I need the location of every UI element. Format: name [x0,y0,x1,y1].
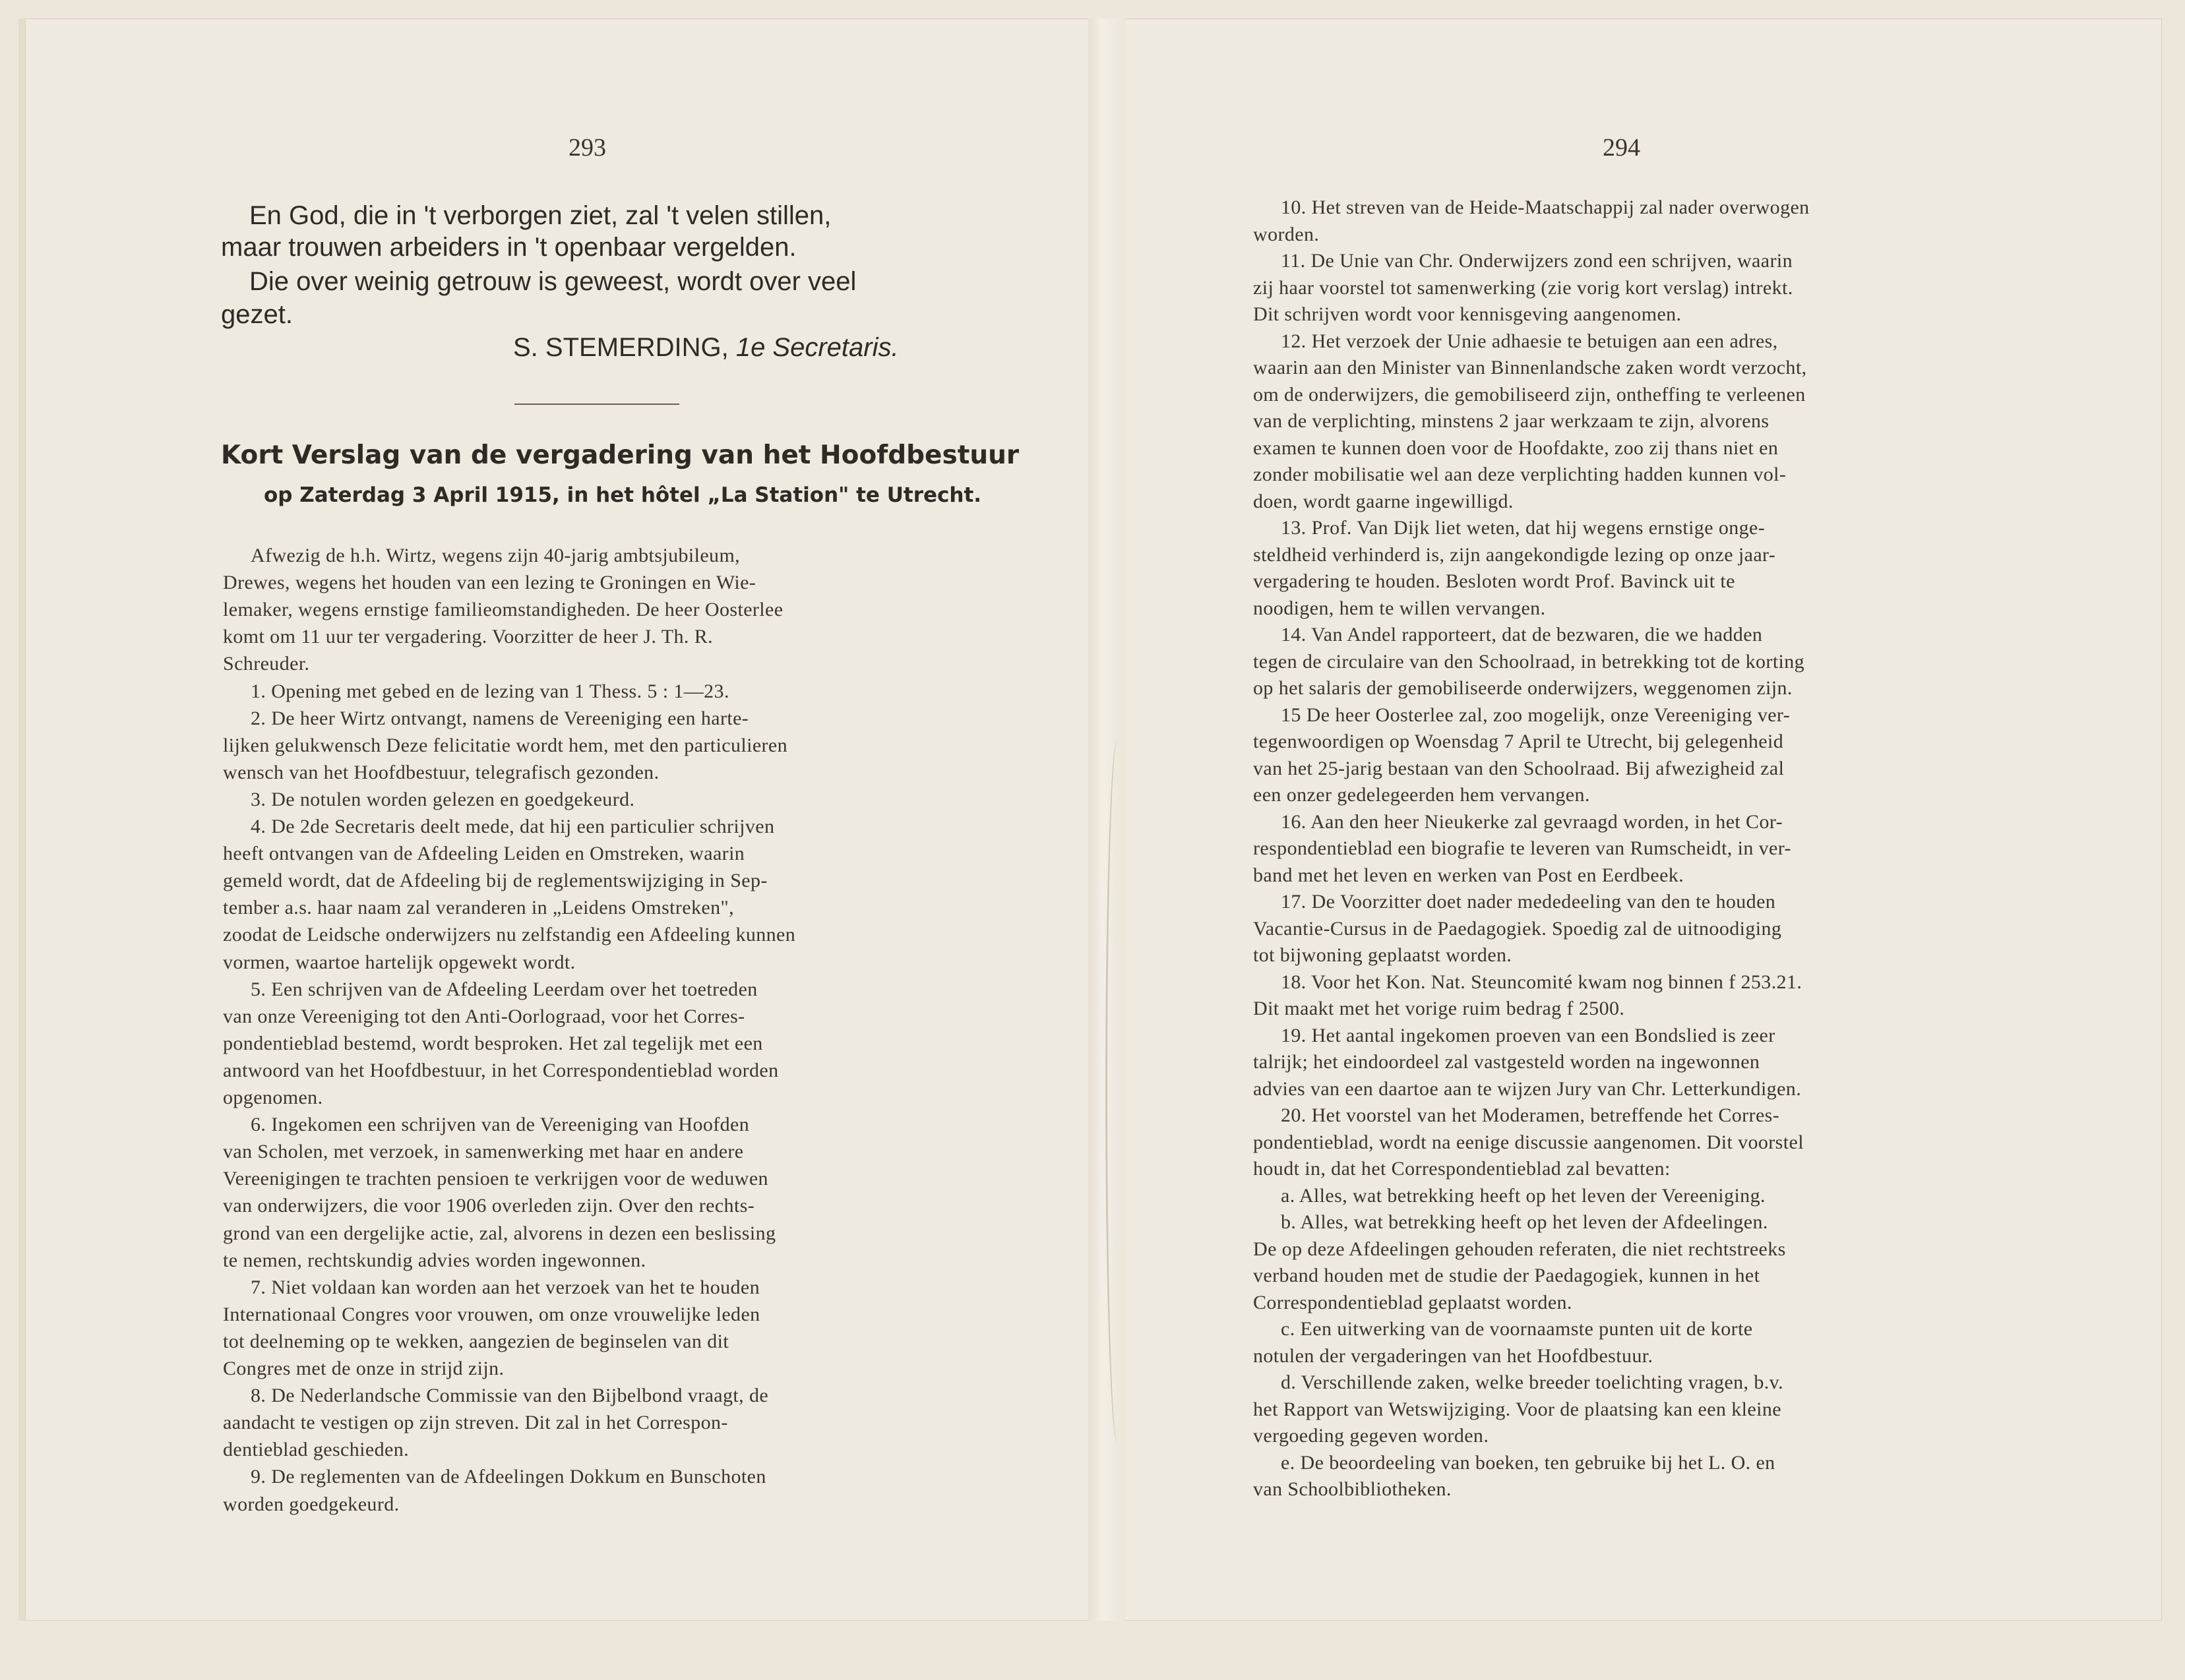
text-line: op het salaris der gemobiliseerde onderwijzers, weggenomen zijn. [1253,677,1793,699]
text-line: band met het leven en werken van Post en Eerdbeek. [1253,864,1684,886]
text-line: 13. Prof. Van Dijk liet weten, dat hij wegens ernstige onge- [1281,517,1766,539]
text-line: pondentieblad bestemd, wordt besproken. Het zal tegelijk met een [223,1032,763,1054]
text-line: steldheid verhinderd is, zijn aangekondigde lezing op onze jaar- [1253,543,1776,566]
text-line: zoodat de Leidsche onderwijzers nu zelfstandig een Afdeeling kunnen [223,924,796,946]
page-number-right: 294 [1603,134,1640,162]
text-line: examen te kunnen doen voor de Hoofdakte, zoo zij thans niet en [1253,436,1779,459]
text-line: zij haar voorstel tot samenwerking (zie vorig kort verslag) intrekt. [1253,276,1793,299]
text-line: 15 De heer Oosterlee zal, zoo mogelijk, onze Vereeniging ver- [1281,704,1791,726]
signature-name: S. STEMERDING, [513,333,729,362]
section-divider [514,404,679,405]
text-line: worden. [1253,223,1320,245]
text-line: heeft ontvangen van de Afdeeling Leiden en Omstreken, waarin [223,843,745,865]
text-line: lemaker, wegens ernstige familieomstandigheden. De heer Oosterlee [223,599,784,621]
text-line: talrijk; het eindoordeel zal vastgesteld worden na ingewonnen [1253,1051,1760,1073]
text-line: a. Alles, wat betrekking heeft op het leven der Vereeniging. [1281,1184,1766,1207]
text-line: 10. Het streven van de Heide-Maatschappij zal nader overwogen [1281,196,1810,218]
text-line: opgenomen. [223,1087,323,1108]
text-line: vergoeding gegeven worden. [1253,1425,1489,1447]
text-line: 14. Van Andel rapporteert, dat de bezwaren, die we hadden [1281,624,1763,645]
report-subtitle: op Zaterdag 3 April 1915, in het hôtel „La Station" te Utrecht. [264,483,982,507]
poem-line: maar trouwen arbeiders in 't openbaar vergelden. [221,233,797,262]
text-line: noodigen, hem te willen vervangen. [1253,597,1546,619]
text-line: e. De beoordeeling van boeken, ten gebruike bij het L. O. en [1281,1451,1775,1474]
text-line: komt om 11 uur ter vergadering. Voorzitter de heer J. Th. R. [223,626,714,648]
text-line: waarin aan den Minister van Binnenlandsche zaken wordt verzocht, [1253,357,1807,378]
signature-role: 1e Secretaris. [735,333,899,362]
text-line: vergadering te houden. Besloten wordt Prof. Bavinck uit te [1253,570,1735,592]
text-line: Dit schrijven wordt voor kennisgeving aangenomen. [1253,303,1682,325]
text-line: van onderwijzers, die voor 1906 overleden zijn. Over den rechts- [223,1195,755,1217]
text-line: 2. De heer Wirtz ontvangt, namens de Vereeniging een harte- [251,707,749,729]
text-line: tot deelneming op te wekken, aangezien de beginselen van dit [223,1330,729,1352]
text-line: te nemen, rechtskundig advies worden ingewonnen. [223,1249,646,1271]
text-line: 18. Voor het Kon. Nat. Steuncomité kwam nog binnen f 253.21. [1281,971,1802,993]
text-line: 12. Het verzoek der Unie adhaesie te betuigen aan een adres, [1281,330,1778,352]
text-line: Congres met de onze in strijd zijn. [223,1358,505,1379]
page-number-left: 293 [569,134,606,162]
text-line: 1. Opening met gebed en de lezing van 1 Thess. 5 : 1—23. [251,680,729,702]
text-line: vormen, waartoe hartelijk opgewekt wordt. [223,951,576,973]
text-line: antwoord van het Hoofdbestuur, in het Correspondentieblad worden [223,1059,779,1081]
text-line: 4. De 2de Secretaris deelt mede, dat hij een particulier schrijven [251,816,775,837]
text-line: 5. Een schrijven van de Afdeeling Leerdam over het toetreden [251,978,758,1000]
text-line: grond van een dergelijke actie, zal, alvorens in dezen een beslissing [223,1222,776,1244]
text-line: notulen der vergaderingen van het Hoofdbestuur. [1253,1344,1653,1367]
text-line: wensch van het Hoofdbestuur, telegrafisch gezonden. [223,761,660,783]
text-line: lijken gelukwensch Deze felicitatie wordt hem, met den particulieren [223,734,788,756]
text-line: Vacantie-Cursus in de Paedagogiek. Spoedig zal de uitnoodiging [1253,917,1782,940]
text-line: respondentieblad een biografie te leveren van Rumscheidt, in ver- [1253,837,1791,859]
text-line: 20. Het voorstel van het Moderamen, betreffende het Corres- [1281,1104,1780,1126]
text-line: tegen de circulaire van den Schoolraad, in betrekking tot de korting [1253,650,1805,673]
text-line: houdt in, dat het Correspondentieblad zal bevatten: [1253,1158,1671,1180]
text-line: 19. Het aantal ingekomen proeven van een Bondslied is zeer [1281,1024,1775,1046]
poem-line: Die over weinig getrouw is geweest, wordt over veel [249,267,857,296]
text-line: advies van een daartoe aan te wijzen Jury van Chr. Letterkundigen. [1253,1077,1802,1100]
text-line: 9. De reglementen van de Afdeelingen Dokkum en Bunschoten [251,1466,766,1488]
text-line: het Rapport van Wetswijziging. Voor de plaatsing kan een kleine [1253,1398,1781,1420]
text-line: van het 25-jarig bestaan van den Schoolraad. Bij afwezigheid zal [1253,757,1785,779]
text-line: Schreuder. [223,653,310,675]
text-line: van Scholen, met verzoek, in samenwerking met haar en andere [223,1141,744,1163]
text-line: Internationaal Congres voor vrouwen, om onze vrouwelijke leden [223,1303,760,1325]
text-line: een onzer gedelegeerden hem vervangen. [1253,784,1590,806]
text-line: zonder mobilisatie wel aan deze verplichting hadden kunnen vol- [1253,464,1787,485]
signature [513,333,899,363]
text-line: tegenwoordigen op Woensdag 7 April te Utrecht, bij gelegenheid [1253,731,1784,752]
text-line: om de onderwijzers, die gemobiliseerd zijn, ontheffing te verleenen [1253,383,1806,405]
text-line: Drewes, wegens het houden van een lezing te Groningen en Wie- [223,572,756,594]
text-line: doen, wordt gaarne ingewilligd. [1253,490,1514,512]
poem-line: En God, die in 't verborgen ziet, zal 't velen stillen, [249,201,832,230]
text-line: 16. Aan den heer Nieukerke zal gevraagd worden, in het Cor- [1281,810,1783,833]
text-line: d. Verschillende zaken, welke breeder toelichting vragen, b.v. [1281,1371,1784,1393]
text-line: Vereenigingen te trachten pensioen te verkrijgen voor de weduwen [223,1168,768,1190]
poem-line: gezet. [221,300,293,329]
text-line: verband houden met de studie der Paedagogiek, kunnen in het [1253,1265,1760,1286]
text-line: 8. De Nederlandsche Commissie van den Bijbelbond vraagt, de [251,1385,769,1407]
text-line: pondentieblad, wordt na eenige discussie aangenomen. Dit voorstel [1253,1131,1804,1153]
text-line: De op deze Afdeelingen gehouden referaten, die niet rechtstreeks [1253,1238,1786,1260]
text-line: b. Alles, wat betrekking heeft op het leven der Afdeelingen. [1281,1211,1768,1233]
text-line: dentieblad geschieden. [223,1439,410,1461]
text-line: Correspondentieblad geplaatst worden. [1253,1291,1572,1313]
text-line: c. Een uitwerking van de voornaamste punten uit de korte [1281,1318,1753,1340]
text-line: 3. De notulen worden gelezen en goedgekeurd. [251,788,635,810]
text-line: tember a.s. haar naam zal veranderen in „Leidens Omstreken", [223,897,735,919]
text-line: worden goedgekeurd. [223,1493,400,1515]
text-line: 17. De Voorzitter doet nader mededeeling van den te houden [1281,891,1776,913]
text-line: 11. De Unie van Chr. Onderwijzers zond een schrijven, waarin [1281,250,1793,272]
text-line: van de verplichting, minstens 2 jaar werkzaam te zijn, alvorens [1253,410,1770,432]
text-line: van Schoolbibliotheken. [1253,1478,1452,1500]
ribbon-marker [1105,738,1130,1444]
text-line: Dit maakt met het vorige ruim bedrag f 2500. [1253,998,1625,1019]
text-line: gemeld wordt, dat de Afdeeling bij de reglementswijziging in Sep- [223,870,768,892]
text-line: 7. Niet voldaan kan worden aan het verzoek van het te houden [251,1276,760,1298]
text-line: tot bijwoning geplaatst worden. [1253,944,1512,966]
text-line: Afwezig de h.h. Wirtz, wegens zijn 40-jarig ambtsjubileum, [251,545,741,566]
text-line: 6. Ingekomen een schrijven van de Vereeniging van Hoofden [251,1114,750,1136]
text-line: van onze Vereeniging tot den Anti-Oorlograad, voor het Corres- [223,1005,745,1027]
report-title: Kort Verslag van de vergadering van het Hoofdbestuur [221,440,1020,470]
text-line: aandacht te vestigen op zijn streven. Dit zal in het Correspon- [223,1412,728,1434]
